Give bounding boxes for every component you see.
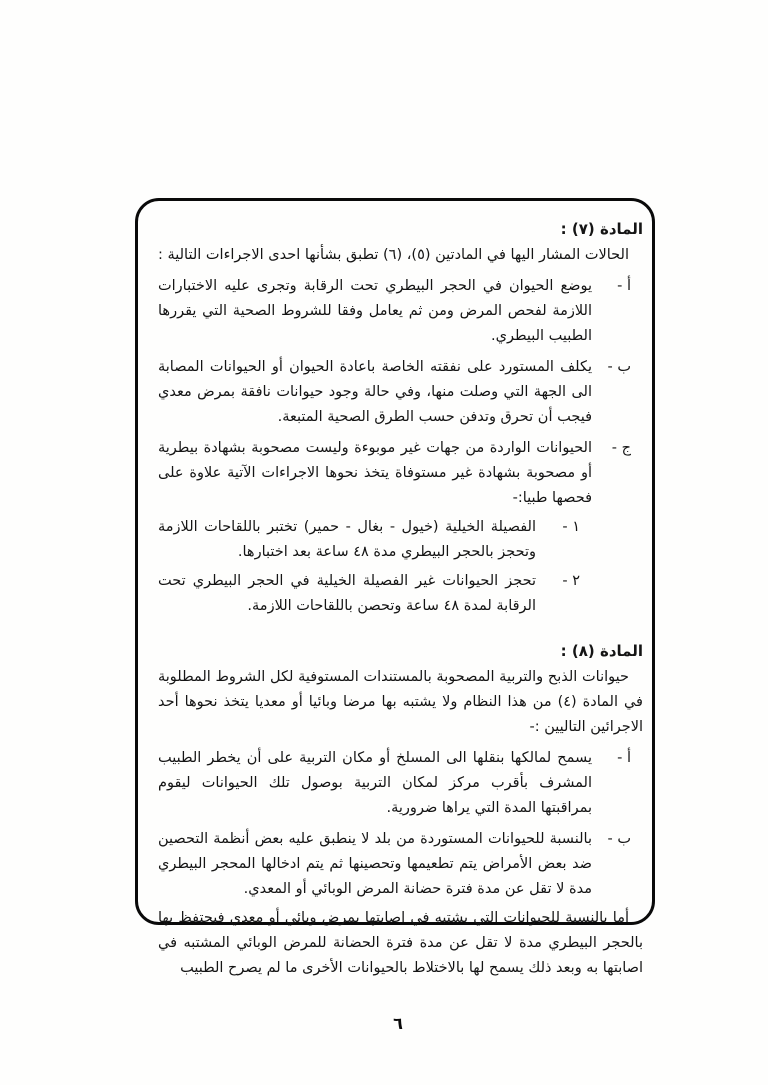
article-8-closing-paragraph: أما بالنسبة للحيوانات التي يشتبه في اصابتها بمرض وبائي أو معدي فيحتفظ بها بالحجر البيطري مدة لا تقل عن مدة فترة الحضانة للمرض الوبائي المشتبه في اصابتها به وبعد ذلك يسمح لها بالاختلاط بالحيوانات الأخرى ما لم يصرح الطبيب — [158, 910, 643, 976]
item-text: يسمح لمالكها بنقلها الى المسلخ أو مكان التربية على أن يخطر الطبيب المشرف بأقرب مركز لمكان التربية بوصول تلك الحيوانات ليقوم بمراقبتها المدة التي يراها ضرورية. — [158, 750, 592, 816]
article-8-intro: حيوانات الذبح والتربية المصحوبة بالمستندات المستوفية لكل الشروط المطلوبة في المادة (٤) من هذا النظام ولا يشتبه بها مرضا وبائيا أو معديا يتخذ نحوها أحد الاجرائين التاليين :- — [158, 669, 643, 735]
page-number: ٦ — [393, 1014, 403, 1033]
subitem-text: تحجز الحيوانات غير الفصيلة الخيلية في الحجر البيطري تحت الرقابة لمدة ٤٨ ساعة وتحصن باللقاحات اللازمة. — [158, 573, 536, 614]
item-marker: ب - — [607, 359, 631, 375]
article-7-subitem-1 — [158, 515, 588, 565]
article-8-heading: المادة (٨) : — [560, 642, 643, 660]
article-7-item-c — [158, 436, 643, 511]
subitem-marker: ١ - — [562, 519, 580, 535]
subitem-marker: ٢ - — [562, 573, 580, 589]
article-8-item-a — [158, 746, 643, 821]
article-7-item-b — [158, 355, 643, 430]
item-marker: ج - — [611, 440, 631, 456]
item-marker: أ - — [617, 278, 631, 294]
subitem-text: الفصيلة الخيلية (خيول - بغال - حمير) تختبر باللقاحات اللازمة وتحجز بالحجر البيطري مدة ٤٨ ساعة بعد اختبارها. — [158, 519, 536, 560]
item-text: الحيوانات الواردة من جهات غير موبوءة وليست مصحوبة بشهادة بيطرية أو مصحوبة بشهادة غير مستوفاة يتخذ نحوها الاجراءات الآتية علاوة على فحصها طبيا:- — [158, 440, 592, 506]
article-8 — [158, 639, 643, 981]
article-7-intro: الحالات المشار اليها في المادتين (٥)، (٦) تطبق بشأنها احدى الاجراءات التالية : — [157, 247, 629, 263]
item-text: بالنسبة للحيوانات المستوردة من بلد لا ينطبق عليه بعض أنظمة التحصين ضد بعض الأمراض يتم تطعيمها وتحصينها ثم يتم ادخالها المحجر البيطري مدة لا تقل عن مدة فترة حضانة المرض الوبائي أو المعدي. — [158, 831, 592, 897]
article-7 — [158, 217, 643, 619]
content-frame — [135, 198, 655, 976]
item-text: يكلف المستورد على نفقته الخاصة باعادة الحيوان أو الحيوانات المصابة الى الجهة التي وصلت منها، وفي حالة وجود حيوانات نافقة بمرض معدي فيجب أن تحرق وتدفن حسب الطرق الصحية المتبعة. — [158, 359, 592, 425]
article-8-item-b — [158, 827, 643, 902]
item-text: يوضع الحيوان في الحجر البيطري تحت الرقابة وتجرى عليه الاختبارات اللازمة لفحص المرض ومن ثم يعامل وفقا للشروط الصحية التي يقررها الطبيب البيطري. — [158, 278, 592, 344]
article-7-item-a — [158, 274, 643, 349]
item-marker: أ - — [617, 750, 631, 766]
article-7-subitem-2 — [158, 569, 588, 619]
item-marker: ب - — [607, 831, 631, 847]
article-7-heading: المادة (٧) : — [560, 220, 643, 238]
